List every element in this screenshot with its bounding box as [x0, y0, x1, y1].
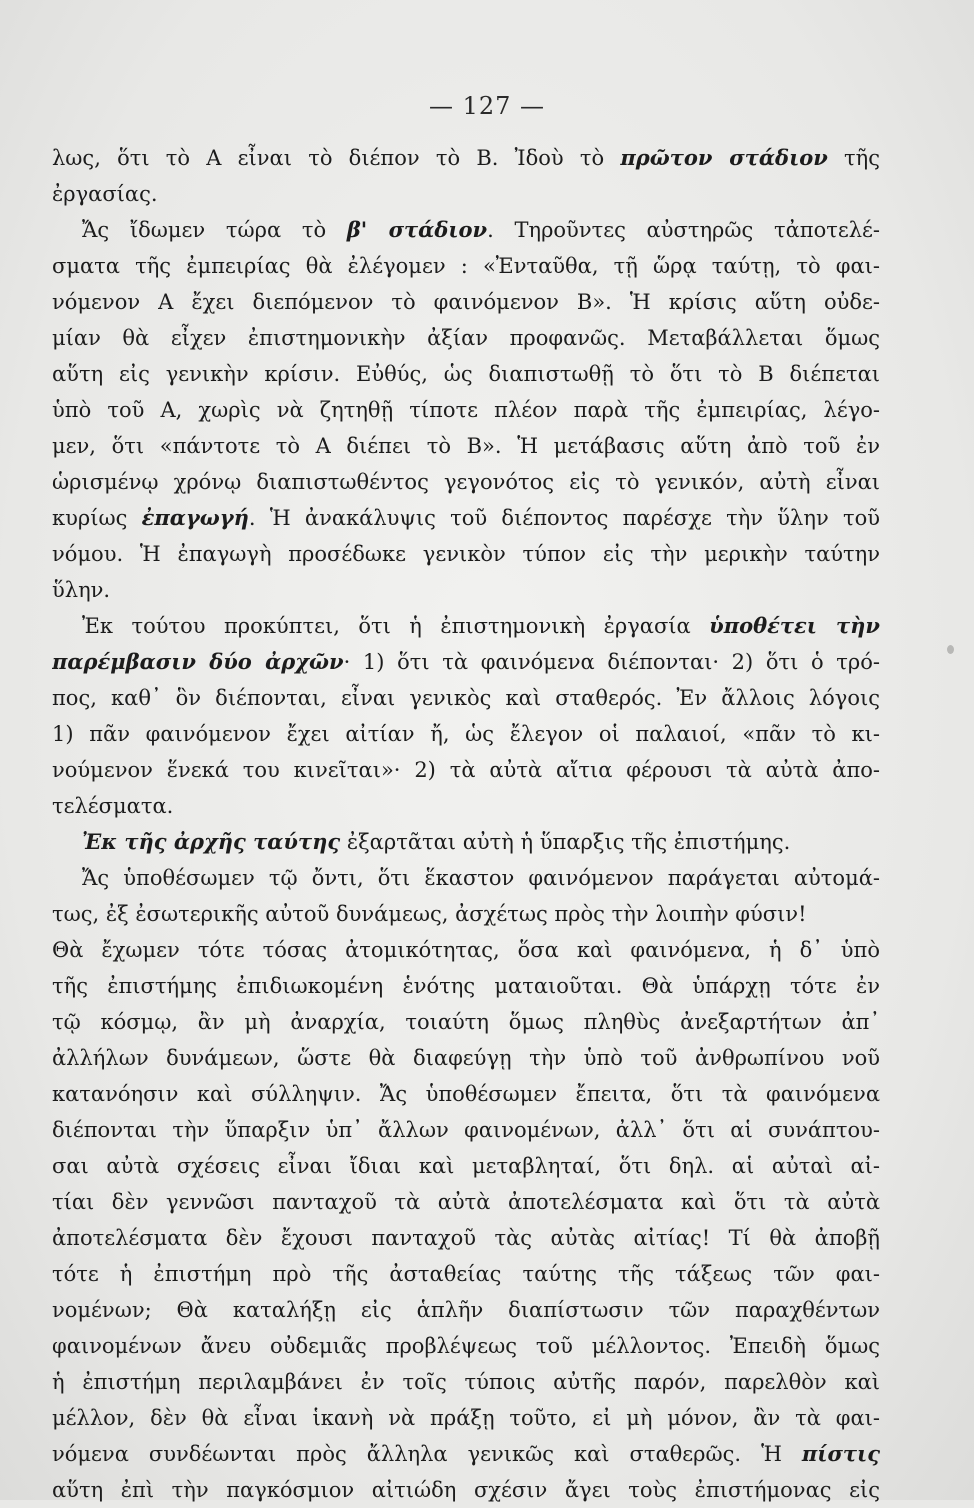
- line-text: ὑπὸ τοῦ Α, χωρὶς νὰ ζητηθῇ τίποτε πλέον παρὰ τῆς ἐμπειρίας, λέγο-: [52, 398, 880, 422]
- text-line: [52, 968, 880, 1004]
- line-text: ὡρισμένῳ χρόνῳ διαπιστωθέντος γεγονότος εἰς τὸ γενικόν, αὐτὴ εἶναι: [52, 470, 880, 494]
- emphasized-text: παρέμβασιν δύο ἀρχῶν: [52, 649, 344, 674]
- emphasized-text: β' στάδιον: [346, 217, 488, 242]
- text-line: [52, 1076, 880, 1112]
- emphasized-text: ἐπαγωγή: [141, 505, 249, 530]
- line-text: τότε ἡ ἐπιστήμη πρὸ τῆς ἀσταθείας ταύτης τῆς τάξεως τῶν φαι-: [52, 1262, 880, 1286]
- text-line: [52, 896, 880, 932]
- text-line: [52, 140, 880, 176]
- text-line: [52, 1220, 880, 1256]
- text-line: [52, 284, 880, 320]
- line-text: νόμενα συνδέωνται πρὸς ἄλληλα γενικῶς καὶ σταθερῶς. Ἡ: [52, 1442, 802, 1466]
- line-text: νούμενον ἕνεκά του κινεῖται»· 2) τὰ αὐτὰ αἴτια φέρουσι τὰ αὐτὰ ἀπο-: [52, 758, 880, 782]
- line-text: αὕτη ἐπὶ τὴν παγκόσμιον αἰτιώδη σχέσιν ἄγει τοὺς ἐπιστήμονας εἰς: [52, 1478, 880, 1502]
- text-line: [52, 716, 880, 752]
- text-line: [52, 464, 880, 500]
- line-text: . Ἡ ἀνακάλυψις τοῦ διέποντος παρέσχε τὴν ὕλην τοῦ: [248, 506, 880, 530]
- text-line: [52, 608, 880, 644]
- text-line: [52, 536, 880, 572]
- line-text: μέλλον, δὲν θὰ εἶναι ἱκανὴ νὰ πράξῃ τοῦτο, εἰ μὴ μόνον, ἂν τὰ φαι-: [52, 1406, 880, 1430]
- line-text: ἡ ἐπιστήμη περιλαμβάνει ἐν τοῖς τύποις αὐτῆς παρόν, παρελθὸν καὶ: [52, 1370, 880, 1394]
- text-line: [52, 1292, 880, 1328]
- line-text: σματα τῆς ἐμπειρίας θὰ ἐλέγομεν : «Ἐνταῦθα, τῇ ὥρᾳ ταύτῃ, τὸ φαι-: [52, 254, 880, 278]
- text-line: [52, 428, 880, 464]
- text-line: [52, 1472, 880, 1508]
- text-line: [52, 176, 880, 212]
- line-text: μίαν θὰ εἶχεν ἐπιστημονικὴν ἀξίαν προφανῶς. Μεταβάλλεται ὅμως: [52, 326, 880, 350]
- text-line: [52, 1256, 880, 1292]
- text-line: [52, 1004, 880, 1040]
- text-line: [52, 500, 880, 536]
- text-line: [52, 320, 880, 356]
- line-text: · 1) ὅτι τὰ φαινόμενα διέπονται· 2) ὅτι ὁ τρό-: [343, 650, 880, 674]
- line-text: τῷ κόσμῳ, ἂν μὴ ἀναρχία, τοιαύτη ὅμως πληθὺς ἀνεξαρτήτων ἀπ᾽: [52, 1010, 880, 1034]
- line-text: ἀλλήλων δυνάμεων, ὥστε θὰ διαφεύγῃ τὴν ὑπὸ τοῦ ἀνθρωπίνου νοῦ: [52, 1046, 880, 1070]
- text-line: [52, 392, 880, 428]
- line-text: Θὰ ἔχωμεν τότε τόσας ἀτομικότητας, ὅσα καὶ φαινόμενα, ἡ δ᾽ ὑπὸ: [52, 938, 880, 962]
- text-line: [52, 824, 880, 860]
- text-line: [52, 572, 880, 608]
- line-text: κυρίως: [52, 506, 142, 530]
- line-text: τῆς ἐπιστήμης ἐπιδιωκομένη ἑνότης ματαιοῦται. Θὰ ὑπάρχῃ τότε ἐν: [52, 974, 880, 998]
- text-line: [52, 1436, 880, 1472]
- text-line: [52, 860, 880, 896]
- line-text: νόμου. Ἡ ἐπαγωγὴ προσέδωκε γενικὸν τύπον εἰς τὴν μερικὴν ταύτην: [52, 542, 880, 566]
- text-line: [52, 788, 880, 824]
- line-text: πος, καθ᾽ ὃν διέπονται, εἶναι γενικὸς καὶ σταθερός. Ἐν ἄλλοις λόγοις: [52, 686, 880, 710]
- line-text: τελέσματα.: [52, 794, 174, 818]
- line-text: μεν, ὅτι «πάντοτε τὸ Α διέπει τὸ Β». Ἡ μετάβασις αὕτη ἀπὸ τοῦ ἐν: [52, 434, 880, 458]
- body-text: [52, 140, 880, 1508]
- text-line: [52, 248, 880, 284]
- line-text: φαινομένων ἄνευ οὐδεμιᾶς προβλέψεως τοῦ μέλλοντος. Ἐπειδὴ ὅμως: [52, 1334, 880, 1358]
- line-text: ὕλην.: [52, 578, 111, 602]
- text-line: [52, 1364, 880, 1400]
- line-text: νόμενον Α ἔχει διεπόμενον τὸ φαινόμενον Β». Ἡ κρίσις αὕτη οὐδε-: [52, 290, 880, 314]
- text-line: [52, 212, 880, 248]
- line-text: τῆς: [827, 146, 880, 170]
- line-text: κατανόησιν καὶ σύλληψιν. Ἄς ὑποθέσωμεν ἔπειτα, ὅτι τὰ φαινόμενα: [52, 1082, 880, 1106]
- line-text: 1) πᾶν φαινόμενον ἔχει αἰτίαν ἤ, ὡς ἔλεγον οἱ παλαιοί, «πᾶν τὸ κι-: [52, 722, 880, 746]
- line-text: νομένων; Θὰ καταλήξῃ εἰς ἁπλῆν διαπίστωσιν τῶν παραχθέντων: [52, 1298, 880, 1322]
- line-text: σαι αὐτὰ σχέσεις εἶναι ἴδιαι καὶ μεταβληταί, ὅτι δηλ. αἱ αὐταὶ αἰ-: [52, 1154, 880, 1178]
- line-text: ἐργασίας.: [52, 182, 158, 206]
- line-text: Ἄς ἴδωμεν τώρα τὸ: [82, 218, 347, 242]
- line-text: ἀποτελέσματα δὲν ἔχουσι πανταχοῦ τὰς αὐτὰς αἰτίας! Τί θὰ ἀποβῇ: [52, 1226, 880, 1250]
- text-line: [52, 1148, 880, 1184]
- line-text: ἐξαρτᾶται αὐτὴ ἡ ὕπαρξις τῆς ἐπιστήμης.: [340, 830, 791, 854]
- line-text: τως, ἐξ ἐσωτερικῆς αὐτοῦ δυνάμεως, ἀσχέτως πρὸς τὴν λοιπὴν φύσιν!: [52, 902, 807, 926]
- line-text: διέπονται τὴν ὕπαρξιν ὑπ᾽ ἄλλων φαινομένων, ἀλλ᾽ ὅτι αἱ συνάπτου-: [52, 1118, 880, 1142]
- text-line: [52, 356, 880, 392]
- line-text: αὕτη εἰς γενικὴν κρίσιν. Εὐθύς, ὡς διαπιστωθῇ τὸ ὅτι τὸ Β διέπεται: [52, 362, 880, 386]
- text-line: [52, 1400, 880, 1436]
- text-line: [52, 1112, 880, 1148]
- page-number: — 127 —: [428, 92, 546, 120]
- line-text: τίαι δὲν γεννῶσι πανταχοῦ τὰ αὐτὰ ἀποτελέσματα καὶ ὅτι τὰ αὐτὰ: [52, 1190, 880, 1214]
- line-text: . Τηροῦντες αὐστηρῶς τἀποτελέ-: [487, 218, 880, 242]
- emphasized-text: ὑποθέτει τὴν: [709, 613, 880, 638]
- text-line: [52, 932, 880, 968]
- text-line: [52, 752, 880, 788]
- text-line: [52, 1040, 880, 1076]
- emphasized-text: πίστις: [801, 1441, 880, 1466]
- emphasized-text: Ἐκ τῆς ἀρχῆς ταύτης: [82, 829, 341, 854]
- line-text: Ἐκ τούτου προκύπτει, ὅτι ἡ ἐπιστημονικὴ ἐργασία: [82, 614, 710, 638]
- emphasized-text: πρῶτον στάδιον: [620, 145, 828, 170]
- line-text: Ἄς ὑποθέσωμεν τῷ ὄντι, ὅτι ἕκαστον φαινόμενον παράγεται αὐτομά-: [82, 866, 880, 890]
- text-line: [52, 1184, 880, 1220]
- line-text: λως, ὅτι τὸ Α εἶναι τὸ διέπον τὸ Β. Ἰδοὺ τὸ: [52, 146, 621, 170]
- text-line: [52, 680, 880, 716]
- text-line: [52, 644, 880, 680]
- ink-spot: [947, 645, 954, 654]
- text-line: [52, 1328, 880, 1364]
